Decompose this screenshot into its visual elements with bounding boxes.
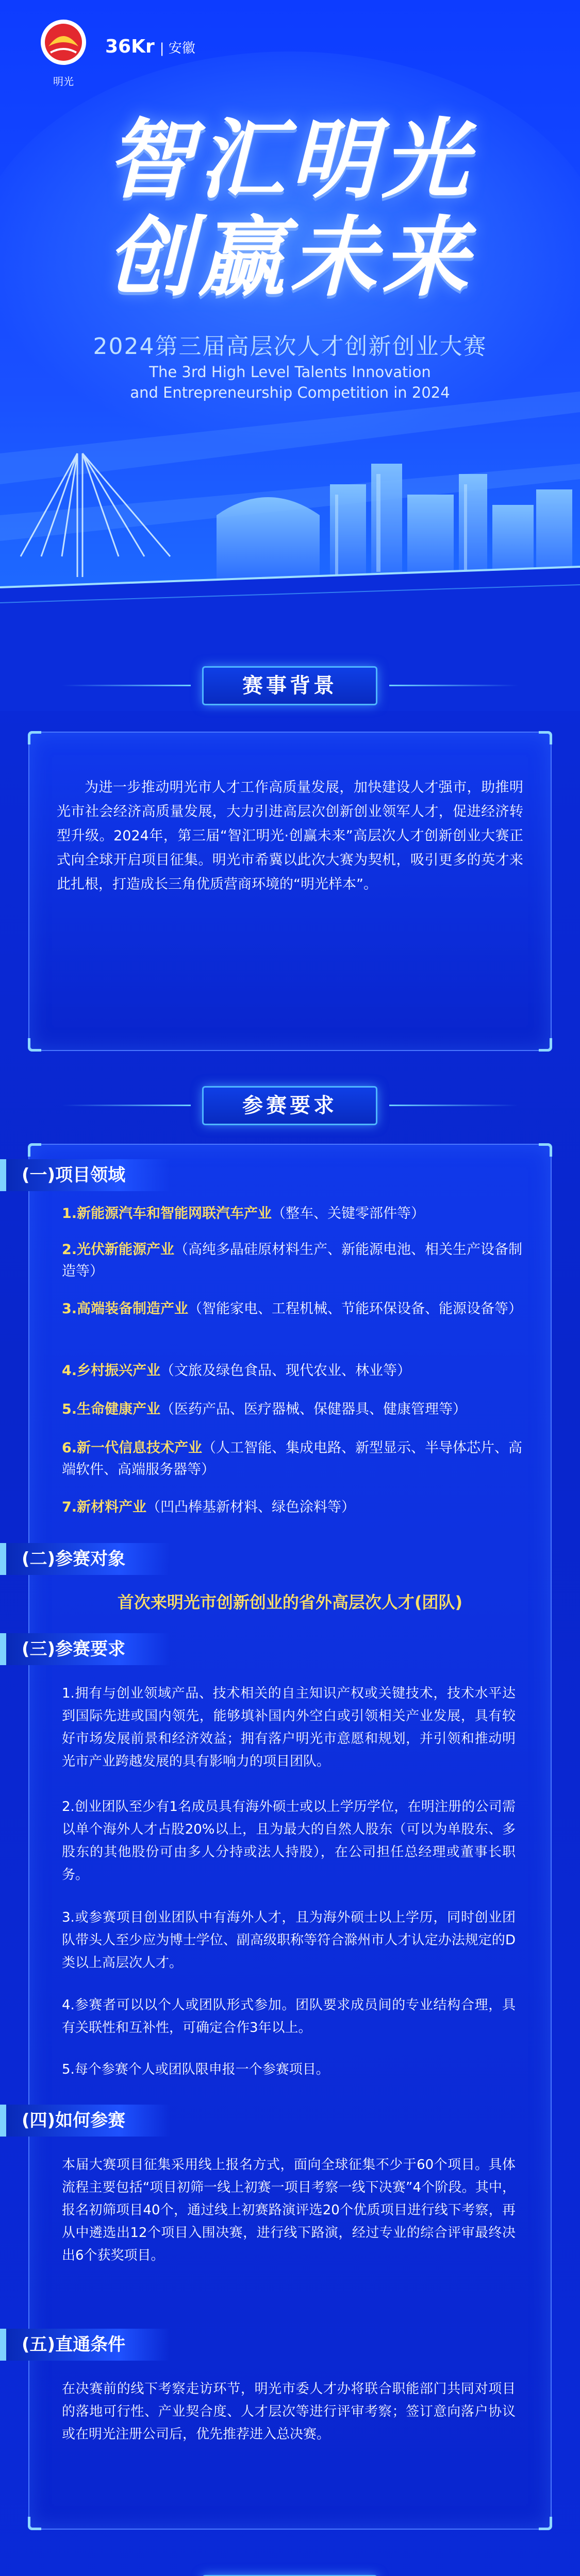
background-section-header [0, 662, 580, 708]
field-item-detail: （文旅及绿色食品、现代农业、林业等） [160, 1363, 411, 1379]
field-item-detail: （人工智能、集成电路、新型显示、半导体芯片、高端软件、高端服务器等） [62, 1440, 523, 1478]
36kr-logo-text: 36Kr [105, 36, 155, 57]
field-item-detail: （凹凸棒基新材料、绿色涂料等） [146, 1499, 356, 1515]
panel-corner-decor [28, 1038, 41, 1052]
panel-corner-decor [28, 731, 41, 744]
requirement-para: 1.拥有与创业领域产品、技术相关的自主知识产权或关键技术，技术水平达到国际先进或国内领先，能够填补国内外空白或引领相关产业发展，具有较好市场发展前景和经济效益；拥有落户明光市意愿和规划，并引领和推动明光市产业跨越发展的具有影响力的项目团队。 [62, 1686, 516, 1769]
field-item-name: 6.新一代信息技术产业 [62, 1440, 203, 1456]
title-decor-line-left [62, 1105, 191, 1106]
field-item [62, 1239, 526, 1282]
field-item-name: 5.生命健康产业 [62, 1401, 161, 1417]
panel-corner-decor [539, 2517, 552, 2530]
english-subtitle-line1: The 3rd High Level Talents Innovation [149, 363, 431, 381]
field-item-name: 2.光伏新能源产业 [62, 1242, 175, 1258]
direct-access-text: 在决赛前的线下考察走访环节，明光市委人才办将联合职能部门共同对项目的落地可行性、产业契合度、人才层次等进行评审考察；签订意向落户协议或在明光注册公司后，优先推荐进入总决赛。 [62, 2381, 516, 2442]
field-item [62, 1437, 526, 1481]
field-item-detail: （医药产品、医疗器械、保健器具、健康管理等） [160, 1401, 467, 1417]
field-item-name: 3.高端装备制造产业 [62, 1301, 189, 1317]
panel-corner-decor [28, 1143, 41, 1157]
background-section-title: 赛事背景 [202, 666, 377, 705]
field-item-name: 1.新能源汽车和智能网联汽车产业 [62, 1206, 272, 1222]
section-how-to-join-heading: (四)如何参赛 [0, 2105, 170, 2137]
competition-subtitle: 2024第三届高层次人才创新创业大赛 [93, 333, 487, 360]
field-item [62, 1399, 526, 1420]
requirements-section-header [0, 1082, 580, 1128]
participants-text: 首次来明光市创新创业的省外高层次人才(团队) [117, 1592, 463, 1612]
field-item-name: 4.乡村振兴产业 [62, 1363, 161, 1379]
requirement-para: 4.参赛者可以以个人或团队形式参加。团队要求成员间的专业结构合理，具有关联性和互补性，可确定合作3年以上。 [62, 1997, 516, 2036]
english-subtitle [0, 362, 580, 403]
hero-title-line2: 创赢未来 [106, 207, 474, 308]
hero-title-line1: 智汇明光 [106, 109, 474, 210]
requirement-para: 5.每个参赛个人或团队限申报一个参赛项目。 [62, 2062, 329, 2077]
section-project-fields-heading: (一)项目领域 [0, 1159, 170, 1191]
field-item-detail: （高纯多晶硅原材料生产、新能源电池、相关生产设备制造等） [62, 1242, 523, 1279]
field-item-detail: （智能家电、工程机械、节能环保设备、能源设备等） [188, 1301, 523, 1317]
panel-corner-decor [539, 731, 552, 744]
36kr-logo [105, 36, 195, 57]
section-direct-access-heading: (五)直通条件 [0, 2329, 170, 2361]
field-item [62, 1203, 526, 1225]
title-decor-line-right [389, 1105, 518, 1106]
field-item [62, 1360, 526, 1382]
title-decor-line-left [62, 685, 191, 686]
panel-corner-decor [539, 1143, 552, 1157]
section-participants-heading: (二)参赛对象 [0, 1543, 170, 1575]
panel-corner-decor [28, 2517, 41, 2530]
how-to-join-text: 本届大赛项目征集采用线上报名方式，面向全球征集不少于60个项目。具体流程主要包括“项目初筛一线上初赛一项目考察一线下决赛”4个阶段。其中，报名初筛项目40个，通过线上初赛路演评选20个优质项目进行线下考察，再从中遴选出12个项目入围决赛，进行线下路演，经过专业的综合评审最终决出6个获奖项目。 [62, 2157, 516, 2263]
field-item-detail: （整车、关键零部件等） [272, 1206, 425, 1222]
field-item [62, 1497, 526, 1518]
title-decor-line-right [389, 685, 518, 686]
english-subtitle-line2: and Entrepreneurship Competition in 2024 [130, 384, 450, 401]
field-item [62, 1298, 526, 1320]
field-item-name: 7.新材料产业 [62, 1499, 147, 1515]
requirement-para: 2.创业团队至少有1名成员具有海外硕士或以上学历学位，在明注册的公司需以单个海外人才占股20%以上，且为最大的自然人股东（可以为单股东、多股东的其他股份可由多人分持或法人持股），在公司担任总经理或董事长职务。 [62, 1799, 516, 1883]
36kr-region-text: | 安徽 [159, 41, 195, 56]
awards-section-header [0, 2571, 580, 2576]
requirements-section-title: 参赛要求 [202, 1086, 377, 1125]
hero-banner [0, 0, 580, 711]
background-text: 为进一步推动明光市人才工作高质量发展，加快建设人才强市，助推明光市社会经济高质量发展，大力引进高层次创新创业领军人才，促进经济转型升级。2024年，第三届“智汇明光·创赢未来”高层次人才创新创业大赛正式向全球开启项目征集。明光市希冀以此次大赛为契机，吸引更多的英才来此扎根，打造成长三角优质营商环境的“明光样本”。 [57, 779, 523, 892]
panel-corner-decor [539, 1038, 552, 1052]
requirement-para: 3.或参赛项目创业团队中有海外人才，且为海外硕士以上学历，同时创业团队带头人至少应为博士学位、副高级职称等符合滁州市人才认定办法规定的D类以上高层次人才。 [62, 1910, 516, 1971]
section-requirements-heading: (三)参赛要求 [0, 1633, 170, 1665]
mingguang-logo-text: 明光 [53, 75, 74, 88]
